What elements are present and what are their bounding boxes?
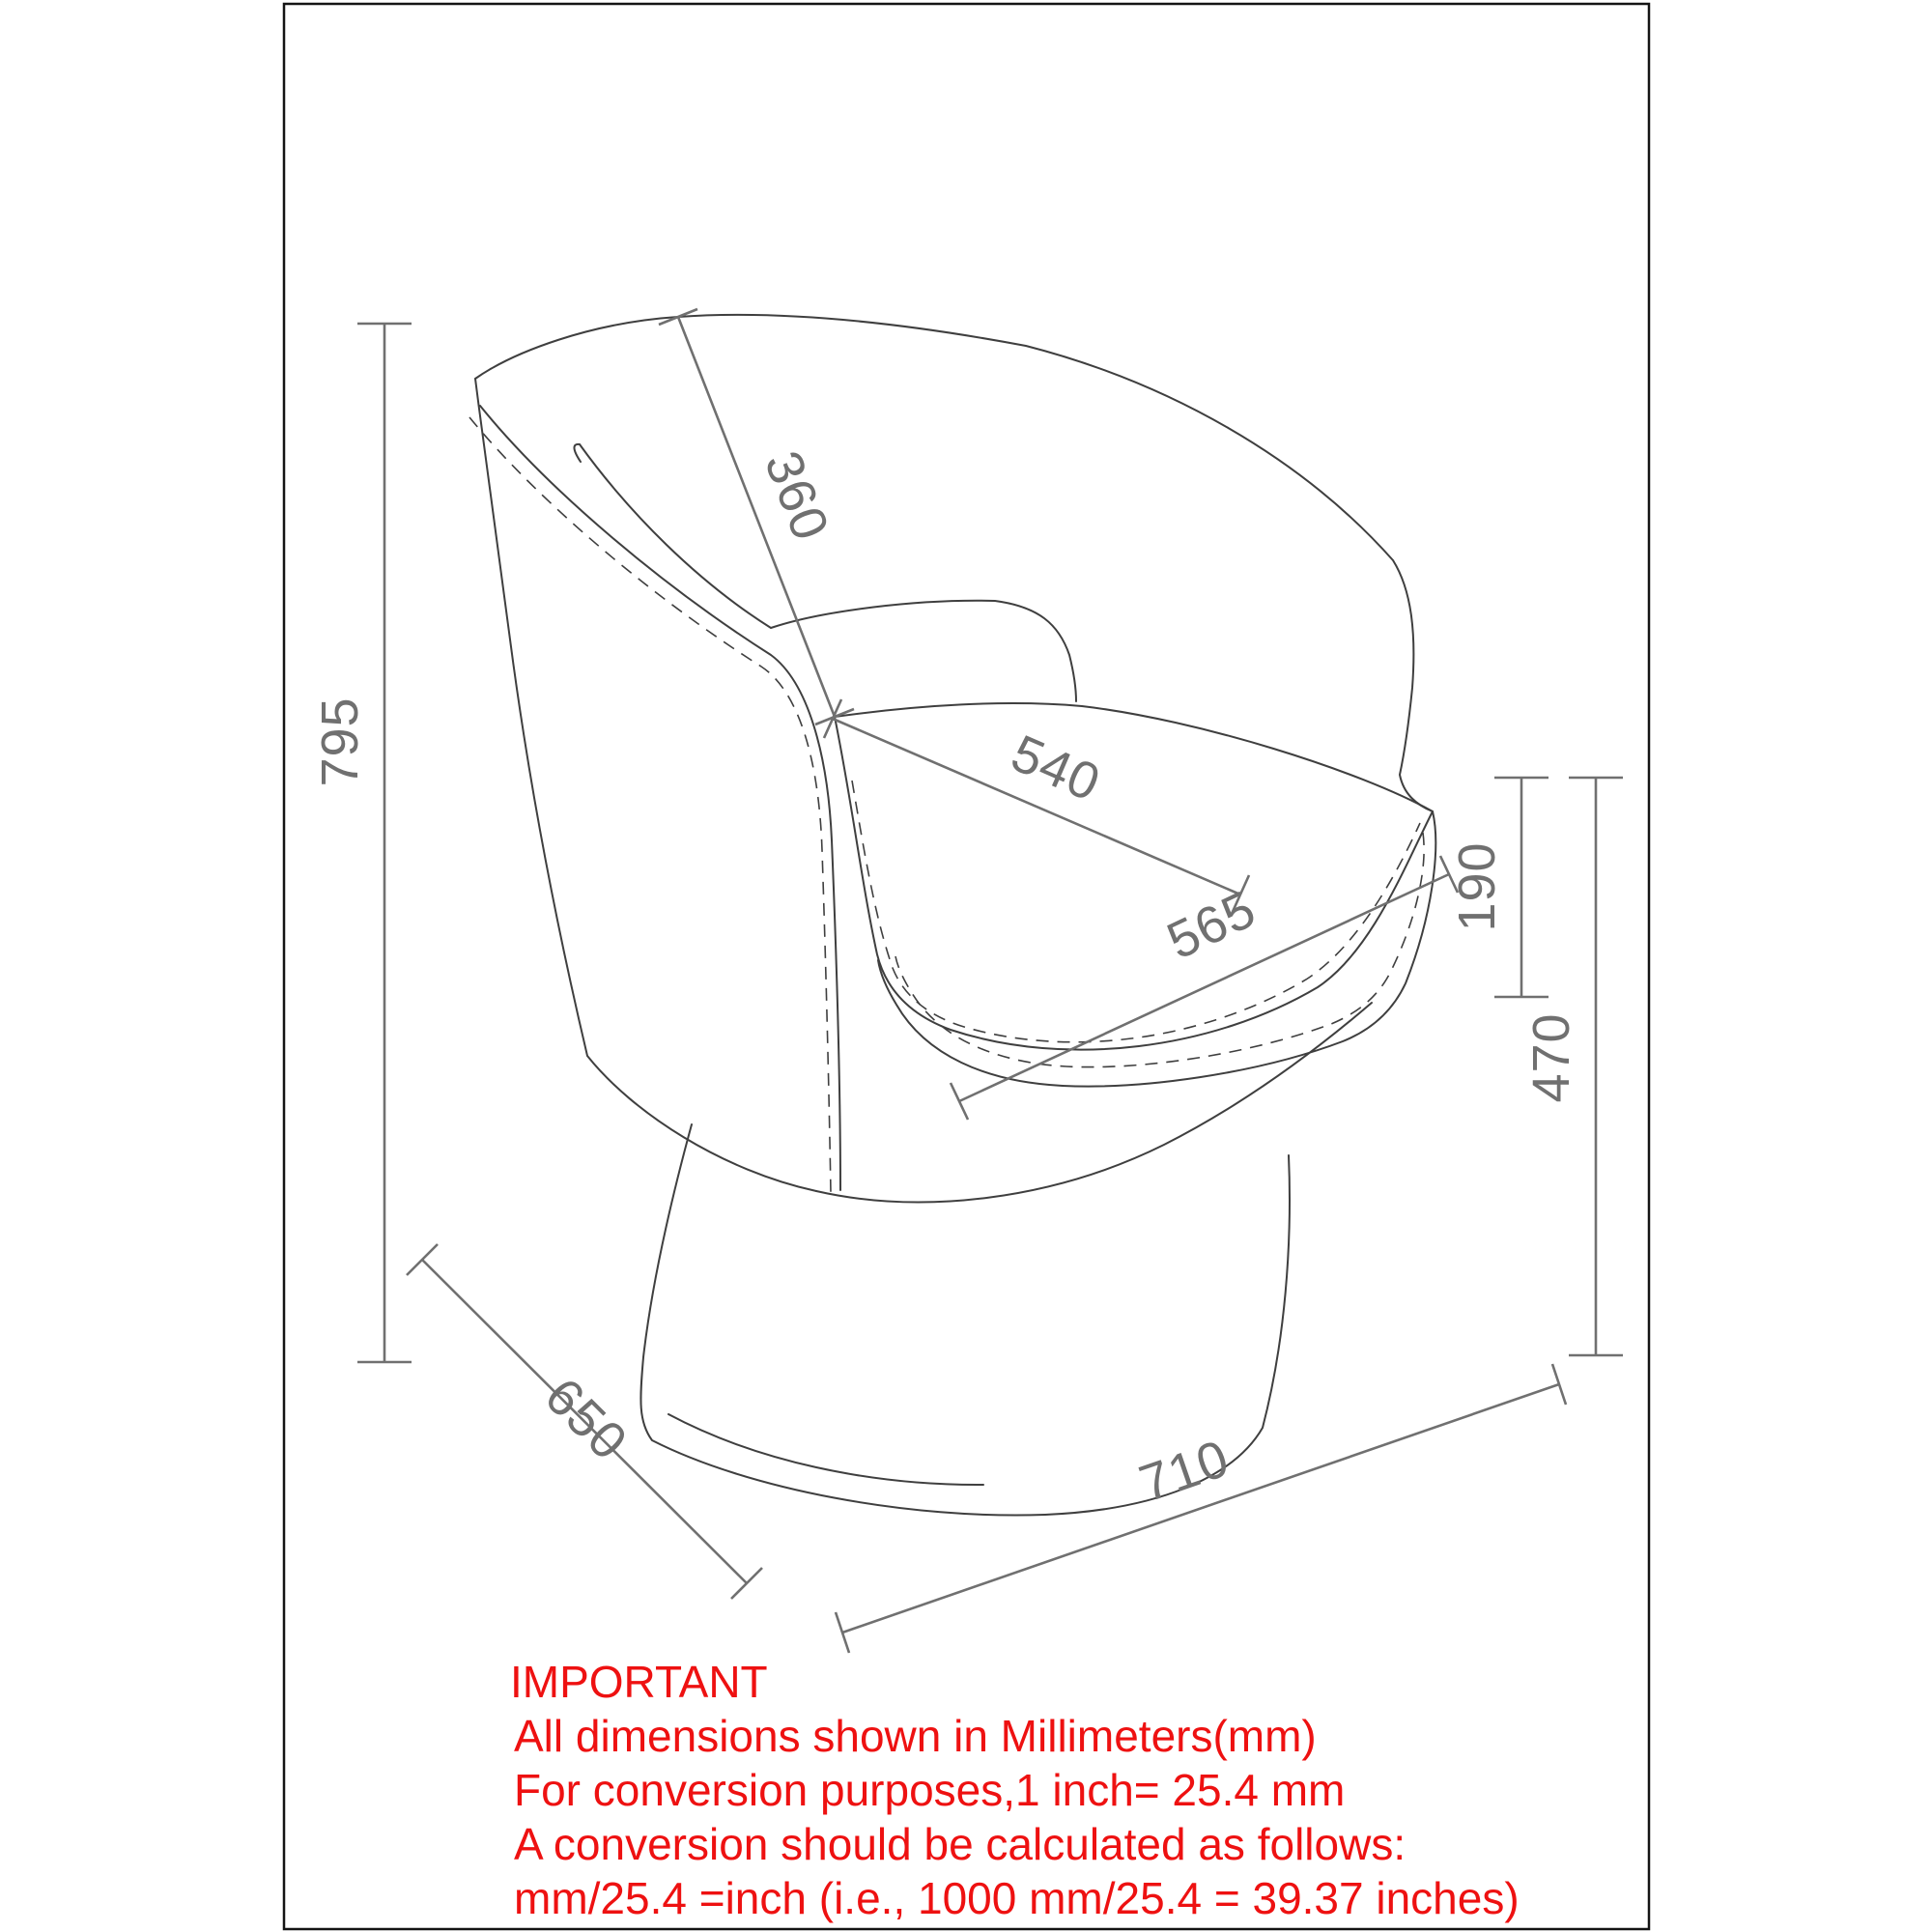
dimension-540 — [824, 699, 1249, 914]
dim-360-label: 360 — [753, 443, 840, 549]
chair-drawing — [469, 315, 1435, 1516]
note-title: IMPORTANT — [510, 1657, 768, 1707]
dim-710-label: 710 — [1132, 1429, 1236, 1514]
chair-seat-top-rim — [835, 717, 1433, 1050]
chair-cushion-top-stitch — [852, 781, 1420, 1042]
dim-795-label: 795 — [311, 696, 369, 787]
dimension-650 — [407, 1244, 762, 1599]
dim-710-line — [842, 1384, 1559, 1633]
dimension-470 — [1522, 778, 1623, 1355]
dim-650-label: 650 — [533, 1367, 639, 1472]
chair-backrest-outer-edge — [475, 315, 1433, 811]
dimension-190 — [1448, 778, 1548, 997]
note-line-1: All dimensions shown in Millimeters(mm) — [514, 1711, 1317, 1761]
chair-shell-left-edge — [475, 379, 816, 1191]
chair-cushion-side — [878, 811, 1435, 1087]
chair-base-foot-arc — [668, 1414, 983, 1485]
drawing-frame — [284, 4, 1649, 1929]
dim-470-label: 470 — [1522, 1012, 1580, 1103]
note-line-2: For conversion purposes,1 inch= 25.4 mm — [514, 1765, 1346, 1815]
important-note — [510, 1657, 1520, 1923]
dim-190-label: 190 — [1448, 841, 1506, 932]
dim-565-label: 565 — [1158, 879, 1265, 971]
dim-540-label: 540 — [1003, 724, 1109, 813]
dimensions — [311, 309, 1623, 1653]
dimension-360 — [659, 309, 854, 724]
note-line-4: mm/25.4 =inch (i.e., 1000 mm/25.4 = 39.37 inches) — [514, 1873, 1520, 1923]
dimension-795 — [311, 324, 412, 1362]
chair-cushion-bottom-stitch — [895, 833, 1424, 1067]
chair-piping-stitch — [469, 417, 831, 1193]
chair-backcushion-roll — [574, 444, 1076, 701]
dimension-710 — [836, 1364, 1566, 1653]
note-line-3: A conversion should be calculated as follows: — [514, 1819, 1406, 1869]
